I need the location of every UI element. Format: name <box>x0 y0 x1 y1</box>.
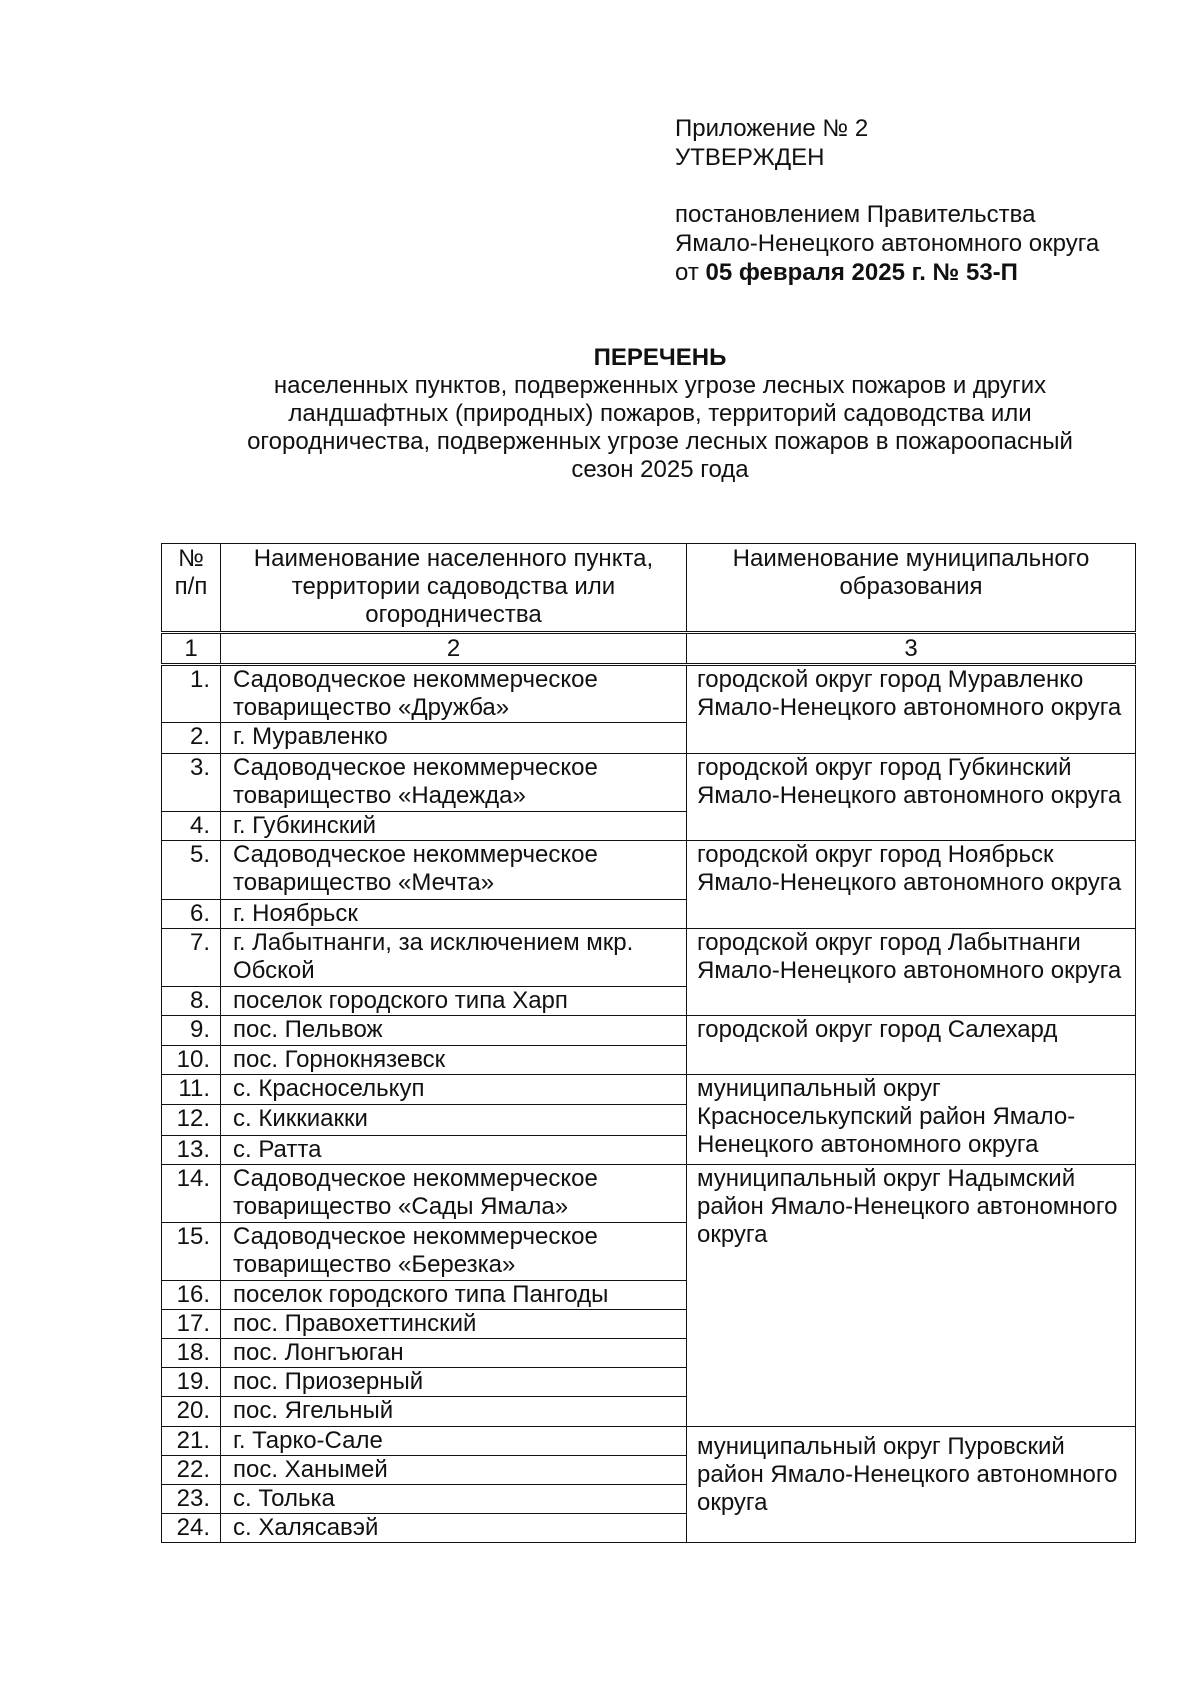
settlement-name: с. Киккиакки <box>221 1105 687 1136</box>
settlement-name: пос. Ханымей <box>221 1456 687 1485</box>
row-number: 5. <box>162 841 221 900</box>
row-number: 20. <box>162 1397 221 1427</box>
document-subtitle-line-4: сезон 2025 года <box>571 456 749 483</box>
document-subtitle-line-3: огородничества, подверженных угрозе лесных пожаров в пожароопасный <box>247 428 1073 455</box>
row-number: 23. <box>162 1485 221 1514</box>
settlement-name: г. Ноябрьск <box>221 900 687 929</box>
row-number: 24. <box>162 1514 221 1543</box>
settlement-name: г. Муравленко <box>221 723 687 754</box>
table-row <box>162 1016 1136 1046</box>
municipality-name: городской округ город Салехард <box>687 1016 1136 1075</box>
settlement-name: с. Халясавэй <box>221 1514 687 1543</box>
settlement-name: пос. Ягельный <box>221 1397 687 1427</box>
resolution-label: постановлением Правительства <box>675 201 1036 228</box>
settlement-name: пос. Правохеттинский <box>221 1310 687 1339</box>
settlement-name: с. Ратта <box>221 1136 687 1165</box>
table-row <box>162 1165 1136 1223</box>
row-number: 12. <box>162 1105 221 1136</box>
resolution-date: 05 февраля 2025 г. № 53-П <box>705 259 1018 286</box>
municipality-name: городской округ город Муравленко Ямало-Ненецкого автономного округа <box>687 665 1136 754</box>
header-municipality: Наименование муниципального образования <box>687 544 1136 633</box>
settlement-name: г. Тарко-Сале <box>221 1427 687 1456</box>
approved-label: УТВЕРЖДЕН <box>675 144 825 171</box>
settlements-table <box>161 543 1136 1543</box>
table-row <box>162 665 1136 723</box>
row-number: 13. <box>162 1136 221 1165</box>
settlement-name: с. Красноселькуп <box>221 1075 687 1105</box>
table-row <box>162 754 1136 812</box>
document-subtitle-line-2: ландшафтных (природных) пожаров, территорий садоводства или <box>288 400 1032 427</box>
row-number: 19. <box>162 1368 221 1397</box>
row-number: 6. <box>162 900 221 929</box>
municipality-name: городской округ город Лабытнанги Ямало-Ненецкого автономного округа <box>687 929 1136 1016</box>
settlement-name: Садоводческое некоммерческое товарищество «Надежда» <box>221 754 687 812</box>
municipality-name: городской округ город Губкинский Ямало-Ненецкого автономного округа <box>687 754 1136 841</box>
settlement-name: поселок городского типа Пангоды <box>221 1281 687 1310</box>
document-heading <box>150 344 1170 484</box>
table-row <box>162 929 1136 987</box>
settlement-name: Садоводческое некоммерческое товарищество «Мечта» <box>221 841 687 900</box>
appendix-number: Приложение № 2 <box>675 115 869 142</box>
table-row <box>162 841 1136 900</box>
row-number: 16. <box>162 1281 221 1310</box>
settlement-name: г. Губкинский <box>221 812 687 841</box>
row-number: 17. <box>162 1310 221 1339</box>
row-number: 11. <box>162 1075 221 1105</box>
row-number: 15. <box>162 1223 221 1281</box>
column-number-3: 3 <box>687 633 1136 665</box>
settlement-name: с. Толька <box>221 1485 687 1514</box>
approval-block <box>675 114 1175 287</box>
resolution-date-line <box>675 258 1175 287</box>
settlement-name: поселок городского типа Харп <box>221 987 687 1016</box>
municipality-name: муниципальный округ Надымский район Ямало-Ненецкого автономного округа <box>687 1165 1136 1427</box>
table-header-row <box>162 544 1136 633</box>
row-number: 14. <box>162 1165 221 1223</box>
municipality-name: муниципальный округ Красноселькупский район Ямало-Ненецкого автономного округа <box>687 1075 1136 1165</box>
document-title: ПЕРЕЧЕНЬ <box>593 344 727 371</box>
settlement-name: Садоводческое некоммерческое товарищество «Дружба» <box>221 665 687 723</box>
resolution-date-prefix: от <box>675 259 699 286</box>
row-number: 3. <box>162 754 221 812</box>
row-number: 1. <box>162 665 221 723</box>
row-number: 22. <box>162 1456 221 1485</box>
table-row <box>162 1075 1136 1105</box>
row-number: 2. <box>162 723 221 754</box>
row-number: 10. <box>162 1046 221 1075</box>
column-number-1: 1 <box>162 633 221 665</box>
settlement-name: г. Лабытнанги, за исключением мкр. Обской <box>221 929 687 987</box>
municipality-name: городской округ город Ноябрьск Ямало-Ненецкого автономного округа <box>687 841 1136 929</box>
settlement-name: пос. Горнокнязевск <box>221 1046 687 1075</box>
header-settlement: Наименование населенного пункта, территории садоводства или огородничества <box>221 544 687 633</box>
column-number-row <box>162 633 1136 665</box>
row-number: 18. <box>162 1339 221 1368</box>
row-number: 21. <box>162 1427 221 1456</box>
settlement-name: пос. Приозерный <box>221 1368 687 1397</box>
row-number: 9. <box>162 1016 221 1046</box>
settlement-name: Садоводческое некоммерческое товарищество «Сады Ямала» <box>221 1165 687 1223</box>
document-subtitle-line-1: населенных пунктов, подверженных угрозе лесных пожаров и других <box>273 372 1047 399</box>
column-number-2: 2 <box>221 633 687 665</box>
row-number: 8. <box>162 987 221 1016</box>
table-row <box>162 1427 1136 1456</box>
row-number: 7. <box>162 929 221 987</box>
row-number: 4. <box>162 812 221 841</box>
header-number: № п/п <box>162 544 221 633</box>
government-name: Ямало-Ненецкого автономного округа <box>675 230 1100 257</box>
settlement-name: пос. Лонгъюган <box>221 1339 687 1368</box>
settlement-name: пос. Пельвож <box>221 1016 687 1046</box>
settlement-name: Садоводческое некоммерческое товарищество «Березка» <box>221 1223 687 1281</box>
municipality-name: муниципальный округ Пуровский район Ямало-Ненецкого автономного округа <box>687 1427 1136 1543</box>
